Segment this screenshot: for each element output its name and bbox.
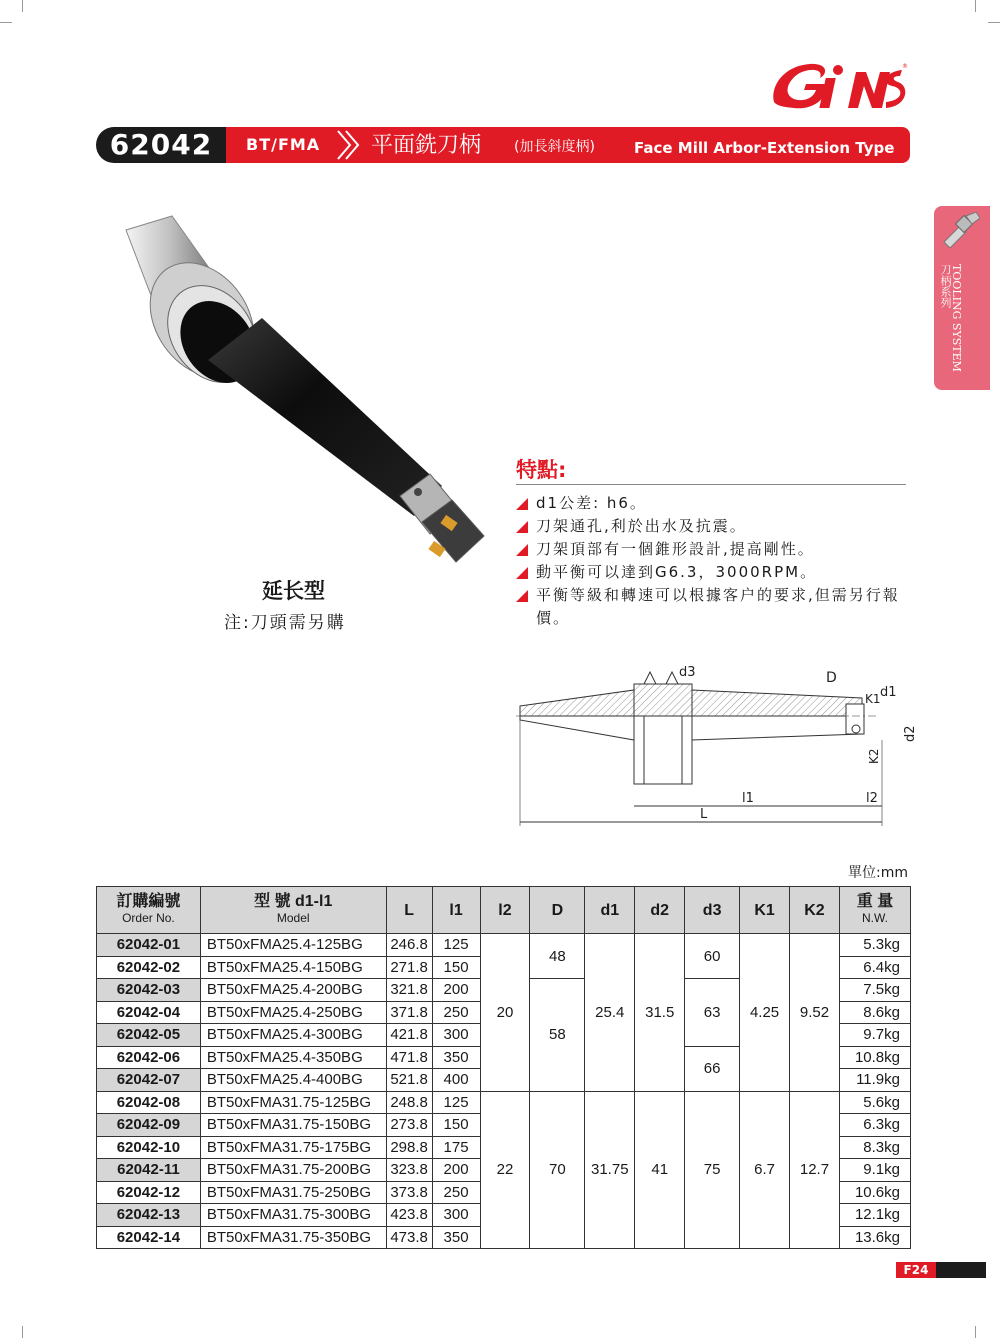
header-L: L <box>386 887 432 934</box>
cell-K2: 12.7 <box>790 1091 840 1249</box>
cell-L: 421.8 <box>386 1024 432 1047</box>
side-tab-chinese: 刀柄系列 <box>939 264 952 308</box>
order-code: 62042-02 <box>97 956 201 979</box>
cell-l1: 350 <box>432 1046 480 1069</box>
cell-weight: 9.7kg <box>839 1024 910 1047</box>
cell-d3: 60 <box>685 934 740 979</box>
triangle-bullet-icon <box>516 544 528 556</box>
features-title: 特點: <box>516 458 567 482</box>
cell-weight: 8.6kg <box>839 1001 910 1024</box>
crop-mark <box>22 0 23 12</box>
crop-mark <box>988 22 1000 23</box>
triangle-bullet-icon <box>516 567 528 579</box>
label-d3: d3 <box>679 665 696 680</box>
cell-d2: 41 <box>635 1091 685 1249</box>
triangle-bullet-icon <box>516 498 528 510</box>
cell-K1: 6.7 <box>740 1091 790 1249</box>
title-chinese-sub: (加長斜度柄) <box>514 139 595 155</box>
cell-d1: 31.75 <box>585 1091 635 1249</box>
cell-weight: 9.1kg <box>839 1159 910 1182</box>
label-K1: K1 <box>865 692 881 706</box>
model: BT50xFMA31.75-150BG <box>200 1114 386 1137</box>
order-code: 62042-14 <box>97 1226 201 1249</box>
cell-weight: 5.6kg <box>839 1091 910 1114</box>
model: BT50xFMA25.4-250BG <box>200 1001 386 1024</box>
feature-item <box>516 515 911 538</box>
model: BT50xFMA25.4-300BG <box>200 1024 386 1047</box>
header-model: 型 號 d1-l1 Model <box>200 887 386 934</box>
model: BT50xFMA31.75-175BG <box>200 1136 386 1159</box>
crop-mark <box>0 22 12 23</box>
cell-l1: 150 <box>432 1114 480 1137</box>
cell-d1: 25.4 <box>585 934 635 1092</box>
cell-d3: 63 <box>685 979 740 1047</box>
crop-mark <box>975 1326 976 1338</box>
cell-d2: 31.5 <box>635 934 685 1092</box>
cell-L: 321.8 <box>386 979 432 1002</box>
unit-label: 單位:mm <box>848 865 908 881</box>
cell-L: 298.8 <box>386 1136 432 1159</box>
order-code: 62042-10 <box>97 1136 201 1159</box>
order-code: 62042-11 <box>97 1159 201 1182</box>
order-code: 62042-06 <box>97 1046 201 1069</box>
feature-item <box>516 538 911 561</box>
crop-mark <box>22 1326 23 1338</box>
cell-l1: 150 <box>432 956 480 979</box>
cell-l1: 125 <box>432 934 480 957</box>
label-d2: d2 <box>903 725 918 742</box>
page-number-bar <box>896 1262 986 1278</box>
cell-L: 248.8 <box>386 1091 432 1114</box>
order-code: 62042-03 <box>97 979 201 1002</box>
cell-l1: 350 <box>432 1226 480 1249</box>
features-divider <box>516 484 906 485</box>
tool-holder-icon <box>940 212 980 260</box>
product-caption: 延长型 <box>262 579 325 603</box>
cell-weight: 6.4kg <box>839 956 910 979</box>
cell-L: 521.8 <box>386 1069 432 1092</box>
cell-L: 323.8 <box>386 1159 432 1182</box>
page-number: F24 <box>896 1262 936 1278</box>
cell-K2: 9.52 <box>790 934 840 1092</box>
cell-K1: 4.25 <box>740 934 790 1092</box>
cell-weight: 10.6kg <box>839 1181 910 1204</box>
feature-text: d1公差: h6。 <box>536 494 647 512</box>
cell-l1: 250 <box>432 1001 480 1024</box>
cell-l1: 200 <box>432 1159 480 1182</box>
feature-text: 刀架頂部有一個錐形設計,提高剛性。 <box>536 540 815 558</box>
label-D: D <box>826 670 837 686</box>
title-chinese: 平面銑刀柄 <box>371 133 482 158</box>
cell-D: 58 <box>530 979 585 1092</box>
product-image <box>112 210 492 580</box>
feature-item <box>516 492 911 515</box>
model: BT50xFMA31.75-250BG <box>200 1181 386 1204</box>
cell-L: 373.8 <box>386 1181 432 1204</box>
order-code: 62042-07 <box>97 1069 201 1092</box>
table-row <box>97 934 911 957</box>
cell-l2: 22 <box>480 1091 530 1249</box>
header-order: 訂購編號 Order No. <box>97 887 201 934</box>
cell-D: 48 <box>530 934 585 979</box>
triangle-bullet-icon <box>516 521 528 533</box>
order-code: 62042-12 <box>97 1181 201 1204</box>
cell-l1: 200 <box>432 979 480 1002</box>
header-d1: d1 <box>585 887 635 934</box>
label-l1: l1 <box>742 791 754 806</box>
header-K2: K2 <box>790 887 840 934</box>
technical-drawing <box>516 660 926 830</box>
header-l1: l1 <box>432 887 480 934</box>
cell-weight: 6.3kg <box>839 1114 910 1137</box>
order-code: 62042-01 <box>97 934 201 957</box>
order-code: 62042-04 <box>97 1001 201 1024</box>
cell-l2: 20 <box>480 934 530 1092</box>
header-l2: l2 <box>480 887 530 934</box>
cell-d3: 66 <box>685 1046 740 1091</box>
title-english: Face Mill Arbor-Extension Type <box>634 139 895 157</box>
feature-text: 刀架通孔,利於出水及抗震。 <box>536 517 747 535</box>
label-K2: K2 <box>867 748 881 764</box>
header-D: D <box>530 887 585 934</box>
cell-d3: 75 <box>685 1091 740 1249</box>
product-note: 注:刀頭需另購 <box>224 613 346 633</box>
model: BT50xFMA31.75-350BG <box>200 1226 386 1249</box>
cell-l1: 250 <box>432 1181 480 1204</box>
cell-L: 471.8 <box>386 1046 432 1069</box>
model: BT50xFMA25.4-200BG <box>200 979 386 1002</box>
model: BT50xFMA31.75-125BG <box>200 1091 386 1114</box>
spec-table <box>96 886 911 1249</box>
model: BT50xFMA25.4-150BG <box>200 956 386 979</box>
chevron-right-icon <box>334 129 362 161</box>
order-code: 62042-09 <box>97 1114 201 1137</box>
model: BT50xFMA25.4-400BG <box>200 1069 386 1092</box>
feature-text: 動平衡可以達到G6.3，3000RPM。 <box>536 563 818 581</box>
features-list <box>516 492 911 630</box>
table-header-row <box>97 887 911 934</box>
cell-L: 423.8 <box>386 1204 432 1227</box>
model: BT50xFMA31.75-200BG <box>200 1159 386 1182</box>
model: BT50xFMA25.4-125BG <box>200 934 386 957</box>
header-d2: d2 <box>635 887 685 934</box>
cell-l1: 175 <box>432 1136 480 1159</box>
crop-mark <box>975 0 976 12</box>
header-d3: d3 <box>685 887 740 934</box>
cell-weight: 11.9kg <box>839 1069 910 1092</box>
order-code: 62042-13 <box>97 1204 201 1227</box>
cell-L: 473.8 <box>386 1226 432 1249</box>
brand-logo <box>768 58 908 114</box>
triangle-bullet-icon <box>516 590 528 602</box>
product-code: 62042 <box>96 127 226 163</box>
cell-weight: 7.5kg <box>839 979 910 1002</box>
model: BT50xFMA31.75-300BG <box>200 1204 386 1227</box>
cell-D: 70 <box>530 1091 585 1249</box>
cell-weight: 12.1kg <box>839 1204 910 1227</box>
cell-l1: 125 <box>432 1091 480 1114</box>
table-row <box>97 1091 911 1114</box>
label-d1: d1 <box>880 685 897 700</box>
order-code: 62042-05 <box>97 1024 201 1047</box>
feature-text: 平衡等級和轉速可以根據客户的要求,但需另行報價。 <box>536 586 900 627</box>
product-type: BT/FMA <box>246 135 321 154</box>
cell-L: 371.8 <box>386 1001 432 1024</box>
cell-l1: 300 <box>432 1204 480 1227</box>
label-l2: l2 <box>866 791 878 806</box>
header-K1: K1 <box>740 887 790 934</box>
feature-item <box>516 561 911 584</box>
cell-L: 271.8 <box>386 956 432 979</box>
cell-L: 246.8 <box>386 934 432 957</box>
cell-weight: 5.3kg <box>839 934 910 957</box>
side-tab-english: TOOLING SYSTEM <box>950 264 963 372</box>
cell-weight: 10.8kg <box>839 1046 910 1069</box>
cell-weight: 8.3kg <box>839 1136 910 1159</box>
cell-L: 273.8 <box>386 1114 432 1137</box>
label-L: L <box>700 807 708 822</box>
svg-text:®: ® <box>902 63 908 70</box>
cell-l1: 300 <box>432 1024 480 1047</box>
cell-l1: 400 <box>432 1069 480 1092</box>
header-weight: 重 量 N.W. <box>839 887 910 934</box>
model: BT50xFMA25.4-350BG <box>200 1046 386 1069</box>
cell-weight: 13.6kg <box>839 1226 910 1249</box>
order-code: 62042-08 <box>97 1091 201 1114</box>
feature-item <box>516 584 911 630</box>
title-bar <box>96 127 910 163</box>
